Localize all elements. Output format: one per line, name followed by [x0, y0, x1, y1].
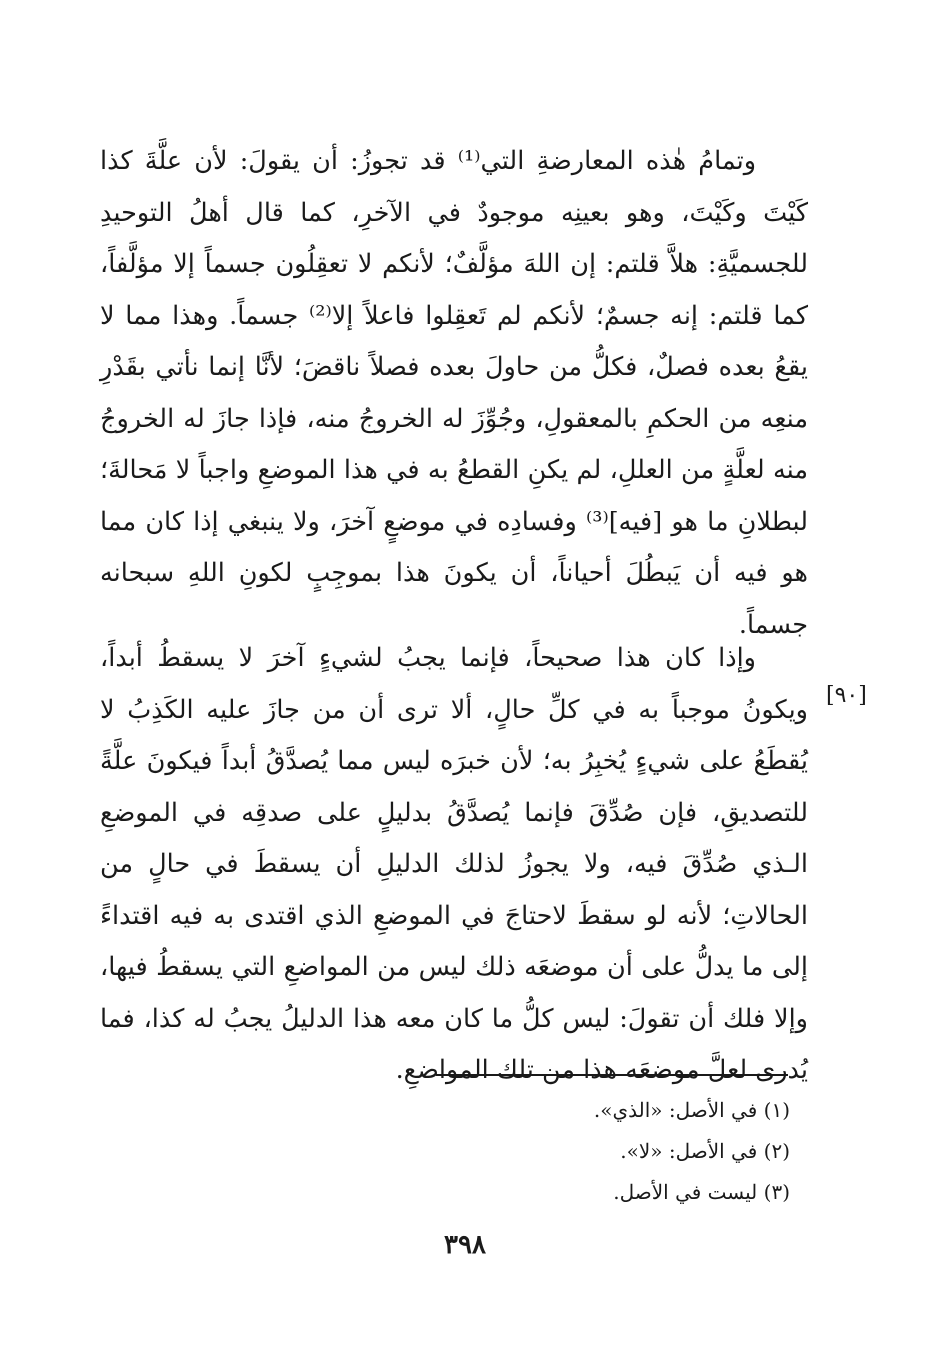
footnote-3: (٣) ليست في الأصل. [613, 1180, 790, 1204]
footnotes [300, 1090, 790, 1213]
marginal-section-number: [٩٠] [826, 683, 867, 708]
paragraph-1 [100, 136, 808, 651]
footnote-separator [436, 1074, 788, 1076]
page-number: ٣٩٨ [444, 1230, 486, 1260]
paragraph-2 [100, 633, 808, 1097]
paragraph-1-text: وتمامُ هٰذه المعارضةِ التي⁽¹⁾ قد تجوزُ: أن يقولَ: لأن علَّةَ كذا كَيْتَ وكَيْتَ، وهو بعينِه موجودٌ في الآخرِ، كما قال أهلُ التوحيدِ للجسميَّةِ: هلاَّ قلتم: إن اللهَ مؤلَّفٌ؛ لأنكم لا تعقِلُون جسماً إلا مؤلَّفاً، كما قلتم: إنه جسمٌ؛ لأنكم لم تَعقِلوا فاعلاً إلا⁽²⁾ جسماً. وهذا مما لا يقعُ بعده فصلٌ، فكلُّ من حاولَ بعده فصلاً ناقضَ؛ لأنَّا إنما نأتي بقَدْرِ منعِه من الحكمِ بالمعقولِ، وجُوِّزَ له الخروجُ منه، فإذا جازَ له الخروجُ منه لعلَّةٍ من العللِ، لم يكنِ القطعُ به في هذا الموضعِ واجباً لا مَحالةَ؛ لبطلانِ ما هو [فيه]⁽³⁾ وفسادِه في موضعٍ آخرَ، ولا ينبغي إذا كان مما هو فيه أن يَبطُلَ أحياناً، أن يكونَ هذا بموجِبٍ لكونِ اللهِ سبحانه جسماً. [100, 146, 808, 640]
footnote-2: (٢) في الأصل: «لا». [620, 1139, 790, 1163]
footnote-1: (١) في الأصل: «الذي». [593, 1098, 790, 1122]
paragraph-2-text: وإذا كان هذا صحيحاً، فإنما يجبُ لشيءٍ آخرَ لا يسقطُ أبداً، ويكونُ موجباً به في كلِّ حالٍ، ألا ترى أن من جازَ عليه الكَذِبُ لا يُقطَعُ على شيءٍ يُخبِرُ به؛ لأن خبرَه ليس مما يُصدَّقُ أبداً فيكونَ علَّةً للتصديقِ، فإن صُدِّقَ فإنما يُصدَّقُ بدليلٍ على صدقِه في الموضعِ الـذي صُدِّقَ فيه، ولا يجوزُ لذلك الدليلِ أن يسقطَ في حالٍ من الحالاتِ؛ لأنه لو سقطَ لاحتاجَ في الموضعِ الذي اقتدى به فيه اقتداءً إلى ما يدلُّ على أن موضعَه ذلك ليس من المواضعِ التي يسقطُ فيها، وإلا فلك أن تقولَ: ليس كلُّ ما كان معه هذا الدليلُ يجبُ له كذا، فما يُدرى لعلَّ موضعَه هذا من تلك المواضعِ. [100, 643, 808, 1085]
